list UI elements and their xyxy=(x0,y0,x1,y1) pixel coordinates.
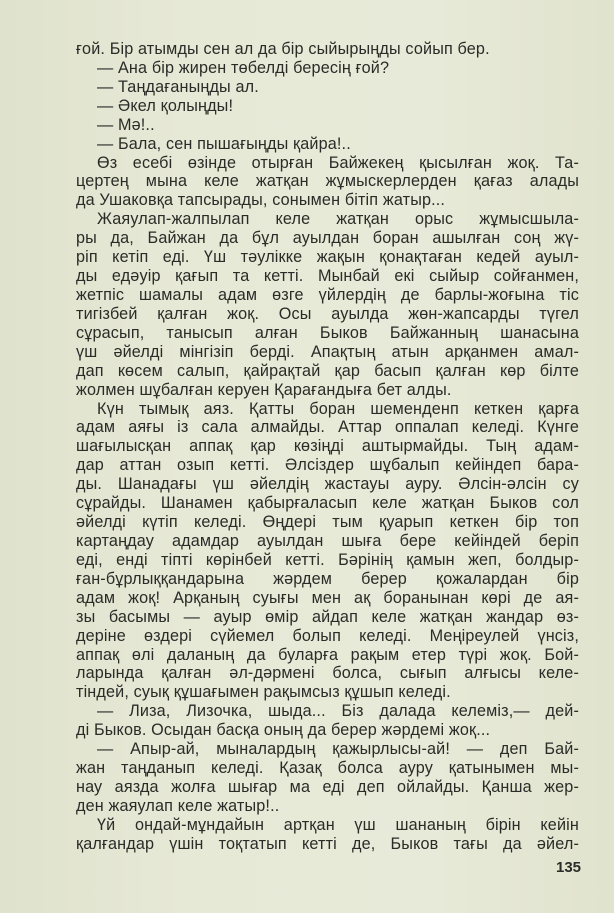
text-line: тіндей, суық құшағымен рақымсыз құшып келеді. xyxy=(76,683,451,702)
text-line: ріп кетіп еді. Үш тәулікке жақын қонақтаған кедей ауыл- xyxy=(76,248,579,267)
text-line: ді Быков. Осыдан басқа оның да берер жәрдемі жоқ... xyxy=(76,721,491,740)
text-line: деріне өздері сүйемел болып келеді. Меңіреулей үнсіз, xyxy=(76,626,579,645)
text-line: зы басымы — ауыр өмір айдап келе жатқан жандар өз- xyxy=(76,607,579,626)
text-line: тигізбей қалған жоқ. Осы ауылда жөн-жапсарды түгел xyxy=(76,304,579,323)
paragraph xyxy=(76,816,579,854)
text-line: дар аттан озып кетті. Әлсіздер шұбалып кейіндеп бара- xyxy=(76,456,579,475)
text-line: қалғандар үшін тоқтатып кетті де, Быков тағы да әйел- xyxy=(76,834,579,853)
text-line: — Ана бір жирен төбелді бересің ғой? xyxy=(97,58,390,77)
text-line: — Лиза, Лизочка, шыда... Біз далада келеміз,— дей- xyxy=(97,702,579,721)
text-line: нау аязда жолға шығар ма еді деп ойлайды. Қанша жер- xyxy=(76,777,579,796)
text-line: сұрасып, танысып алған Быков Байжанның шанасына xyxy=(76,323,579,342)
text-line: әйелді күтіп келеді. Өңдері тым қуарып кеткен бір топ xyxy=(76,513,579,532)
text-line: үш әйелді мінгізіп берді. Апақтың атын арқанмен амал- xyxy=(76,342,579,361)
paragraph xyxy=(76,40,579,59)
text-line: ды едәуір қағып та кетті. Мынбай екі сыйыр сойғанмен, xyxy=(76,267,579,286)
paragraph xyxy=(76,740,579,816)
text-line: Өз есебі өзінде отырған Байжекең қысылған жоқ. Та- xyxy=(97,153,579,172)
text-line: ларында қалған әл-дәрмені болса, сығып алғысы келе- xyxy=(76,664,579,683)
body-text xyxy=(76,40,579,854)
text-line: Күн тымық аяз. Қатты боран шеменденп кеткен қарға xyxy=(97,399,579,418)
text-line: дап көсем салып, қайрақтай қар басып қалған көр білте xyxy=(76,361,579,380)
text-line: ры да, Байжан да бұл ауылдан боран ашылған соң жү- xyxy=(76,229,579,248)
text-line: шағылысқан аппақ қар көзіңді аштырмайды. Тың адам- xyxy=(76,437,579,456)
text-line: — Таңдағаныңды ал. xyxy=(97,77,259,96)
text-line: жолмен шұбалған керуен Қарағандыға бет алды. xyxy=(76,380,452,399)
text-line: ды. Шанадағы үш әйелдің жастауы ауру. Әлсін-әлсін су xyxy=(76,475,579,494)
text-line: ған-бұрлыққандарына жәрдем берер қожалардан бір xyxy=(76,569,579,588)
text-line: жан таңданып келеді. Қазақ болса ауру қатынымен мы- xyxy=(76,759,579,778)
paragraph xyxy=(76,97,579,116)
text-line: — Мә!.. xyxy=(97,115,155,134)
text-line: цертең мына келе жатқан жұмыскерлерден қағаз алады xyxy=(76,172,579,191)
text-line: еді, енді тіпті көрінбей кетті. Бәрінің қамын жеп, болдыр- xyxy=(76,550,579,569)
text-line: сұрайды. Шанамен қабырғаласып келе жатқан Быков сол xyxy=(76,494,579,513)
text-line: картаңдау адамдар ауылдан шыға бере кейіндей беріп xyxy=(76,531,579,550)
paragraph xyxy=(76,400,579,703)
paragraph xyxy=(76,135,579,154)
text-line: жетпіс шамалы адам өзге үйлердің де барлы-жоғына тіс xyxy=(76,285,579,304)
paragraph xyxy=(76,210,579,399)
paragraph xyxy=(76,702,579,740)
text-line: — Әкел қолыңды! xyxy=(97,96,234,115)
text-line: — Бала, сен пышағыңды қайра!.. xyxy=(97,134,351,153)
page-number: 135 xyxy=(556,859,582,876)
text-line: аппақ өлі даланың да буларға рақым етер түрі жоқ. Бой- xyxy=(76,645,579,664)
text-line: ден жаяулап келе жатыр!.. xyxy=(76,796,280,815)
text-line: адам жоқ! Арқаның суығы мен ақ боранынан көрі де ая- xyxy=(76,588,579,607)
text-line: Үй ондай-мұндайын артқан үш шананың бірін кейін xyxy=(97,815,579,834)
paragraph xyxy=(76,154,579,211)
text-line: да Ушаковқа тапсырады, сонымен бітіп жатыр... xyxy=(76,191,446,210)
paragraph xyxy=(76,59,579,78)
paragraph xyxy=(76,116,579,135)
text-line: ғой. Бір атымды сен ал да бір сыйырыңды сойып бер. xyxy=(76,40,490,58)
text-line: — Апыр-ай, мыналардың қажырлысы-ай! — деп Бай- xyxy=(97,740,579,759)
paragraph xyxy=(76,78,579,97)
text-line: Жаяулап-жалпылап келе жатқан орыс жұмысшыла- xyxy=(97,210,579,229)
text-line: адам аяғы із сала алмайды. Аттар оппалап келеді. Күнге xyxy=(76,418,579,437)
